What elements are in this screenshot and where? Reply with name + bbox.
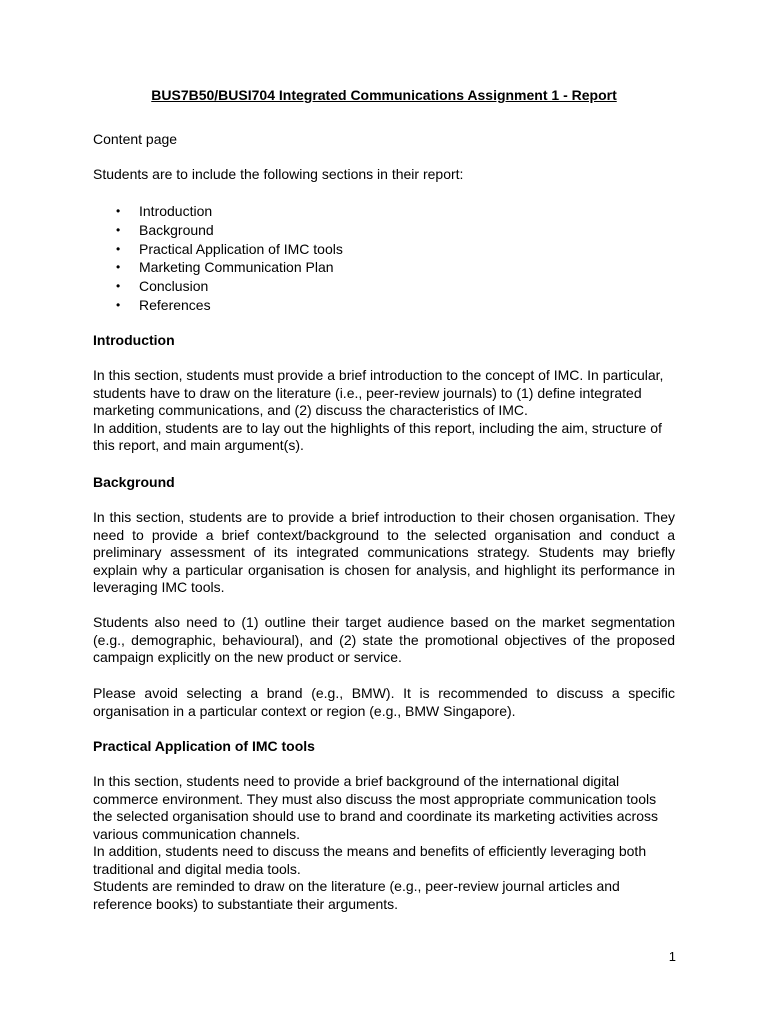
introduction-paragraph: In this section, students must provide a brief introduction to the concept of IMC. In particular, students have to draw on the literature (i.e., peer-review journals) to (1) define integrated marketing communications, and (2) discuss the characteristics of IMC. In addition, students are to lay out the highlights of this report, including the aim, structure of this report, and main argument(s). xyxy=(93,367,664,453)
list-item: • Practical Application of IMC tools xyxy=(116,240,343,257)
background-paragraph-2: Students also need to (1) outline their target audience based on the market segmentation (e.g., demographic, behavioural), and (2) state the promotional objectives of the proposed campaign explicitly on the new product or service. xyxy=(93,614,675,665)
background-heading: Background xyxy=(93,474,175,490)
background-paragraph-1: In this section, students are to provide a brief introduction to their chosen organisation. They need to provide a brief context/background to the selected organisation and conduct a preliminary assessment of its integrated communications strategy. Students may briefly explain why a particular organisation is chosen for analysis, and highlight its performance in leveraging IMC tools. xyxy=(93,509,675,595)
content-page-label: Content page xyxy=(93,131,178,147)
list-item: • References xyxy=(116,296,211,313)
practical-application-paragraph: In this section, students need to provide a brief background of the international digital commerce environment. They must also discuss the most appropriate communication tools the selected organisation should use to brand and coordinate its marketing activities across various communication channels. In addition, students need to discuss the means and benefits of efficiently leveraging both traditional and digital media tools. Students are reminded to draw on the literature (e.g., peer-review journal articles and reference books) to substantiate their arguments. xyxy=(93,773,658,912)
page-number: 1 xyxy=(668,949,676,964)
list-item: • Background xyxy=(116,221,214,238)
list-item: • Conclusion xyxy=(116,278,209,295)
background-paragraph-3: Please avoid selecting a brand (e.g., BMW). It is recommended to discuss a specific organisation in a particular context or region (e.g., BMW Singapore). xyxy=(93,685,675,719)
bullet-icon: • xyxy=(116,222,121,237)
introduction-heading: Introduction xyxy=(93,332,175,348)
bullet-icon: • xyxy=(116,279,121,294)
bullet-icon: • xyxy=(116,204,121,218)
sections-intro-sentence: Students are to include the following sections in their report: xyxy=(93,166,464,182)
practical-application-heading: Practical Application of IMC tools xyxy=(93,738,315,754)
list-item: • Introduction xyxy=(116,203,213,219)
sections-bullet-list xyxy=(116,202,343,315)
document-title: BUS7B50/BUSI704 Integrated Communications Assignment 1 - Report xyxy=(151,87,617,103)
bullet-icon: • xyxy=(116,260,121,275)
bullet-icon: • xyxy=(116,297,121,312)
bullet-icon: • xyxy=(116,241,121,256)
list-item: • Marketing Communication Plan xyxy=(116,259,334,276)
